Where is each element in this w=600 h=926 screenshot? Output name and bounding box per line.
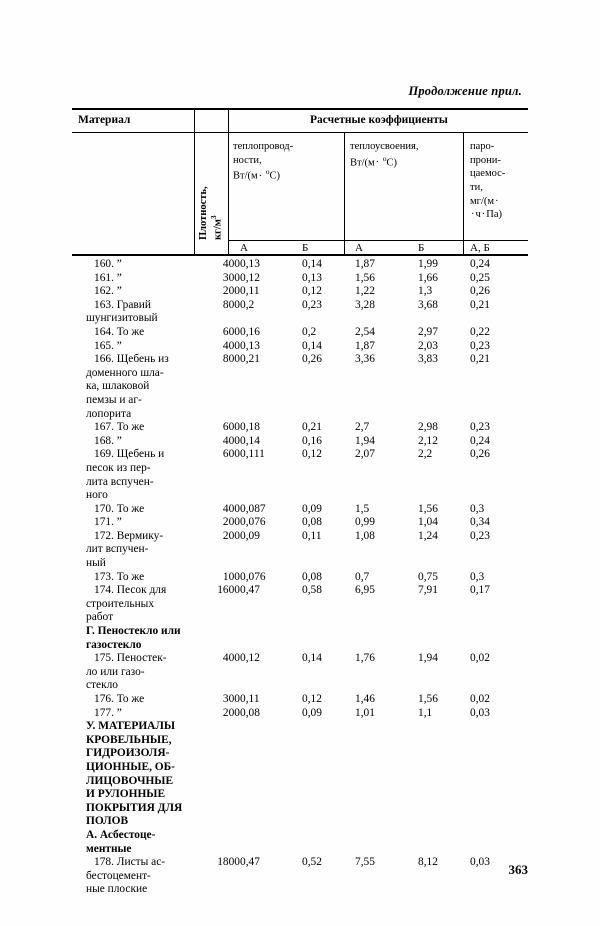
table-row [72, 625, 528, 639]
table-row [72, 802, 528, 816]
cell-absorption-a: 3,36 [355, 353, 375, 366]
table-row [72, 462, 528, 476]
cell-material: 170. То же [94, 502, 145, 515]
cell-conductivity-b: 0,16 [302, 434, 322, 447]
cell-material: 164. То же [94, 325, 145, 338]
cell-density: 400 [222, 502, 240, 515]
cell-conductivity-b: 0,09 [302, 706, 322, 719]
cell-absorption-a: 1,87 [355, 258, 375, 270]
cell-material: ный [86, 557, 106, 570]
cell-material: шунгизитовый [86, 312, 158, 325]
cell-conductivity-a: 0,111 [240, 448, 265, 461]
cell-conductivity-a: 0,47 [240, 856, 260, 869]
table-row [72, 408, 528, 422]
cell-absorption-b: 3,68 [418, 298, 438, 311]
table-body-top-rule [72, 254, 528, 256]
cell-absorption-b: 8,12 [418, 856, 438, 869]
column-rule-1 [194, 108, 195, 256]
cell-density: 300 [222, 693, 240, 705]
table-row [72, 870, 528, 884]
cell-absorption-b: 1,66 [418, 271, 438, 284]
cell-conductivity-a: 0,11 [240, 285, 260, 298]
cell-absorption-b: 2,98 [418, 421, 438, 434]
cell-material: ПОКРЫТИЯ ДЛЯ [86, 801, 183, 814]
cell-material: 169. Щебень и [94, 448, 165, 461]
cell-conductivity-b: 0,58 [302, 584, 322, 597]
cell-material: пемзы и аг- [86, 393, 142, 406]
table-row [72, 312, 528, 326]
table-row [72, 856, 528, 870]
cell-conductivity-a: 0,13 [240, 258, 260, 270]
cell-conductivity-a: 0,09 [240, 529, 260, 542]
cell-density: 400 [222, 339, 240, 352]
column-header-heat-absorption: теплоусвоения, Вт/(м· $^о$С) [350, 141, 419, 169]
cell-material: ГИДРОИЗОЛЯ- [86, 747, 170, 760]
cell-absorption-a: 1,94 [355, 434, 375, 447]
cell-density: 100 [222, 570, 240, 583]
cell-conductivity-a: 0,076 [240, 516, 266, 529]
cell-permeability: 0,3 [470, 570, 485, 583]
table-row [72, 530, 528, 544]
cell-conductivity-a: 0,08 [240, 706, 260, 719]
cell-conductivity-b: 0,09 [302, 502, 322, 515]
cell-material: 178. Листы ас- [94, 856, 166, 869]
cell-absorption-b: 1,99 [418, 258, 438, 270]
cell-permeability: 0,24 [470, 434, 490, 447]
subheader-conductivity-b: Б [302, 242, 309, 254]
cell-conductivity-b: 0,08 [302, 516, 322, 529]
cell-absorption-b: 1,04 [418, 516, 438, 529]
table-row [72, 571, 528, 585]
cell-conductivity-a: 0,087 [240, 502, 266, 515]
table-row [72, 666, 528, 680]
cell-permeability: 0,23 [470, 421, 490, 434]
cell-material: ментные [86, 842, 132, 855]
cell-absorption-b: 1,3 [418, 285, 433, 298]
cell-conductivity-b: 0,14 [302, 339, 322, 352]
cell-density: 600 [222, 448, 240, 461]
cell-conductivity-a: 0,2 [240, 298, 255, 311]
table-row [72, 285, 528, 299]
cell-permeability: 0,21 [470, 353, 490, 366]
subheader-absorption-a: А [355, 242, 363, 254]
table-row [72, 557, 528, 571]
cell-conductivity-a: 0,14 [240, 434, 260, 447]
table-row [72, 543, 528, 557]
cell-absorption-b: 2,97 [418, 325, 438, 338]
table-row [72, 394, 528, 408]
cell-absorption-a: 1,08 [355, 529, 375, 542]
cell-material: 176. То же [94, 693, 145, 705]
cell-conductivity-b: 0,2 [302, 325, 317, 338]
cell-material: 166. Щебень из [94, 353, 169, 366]
cell-conductivity-a: 0,47 [240, 584, 260, 597]
cell-absorption-a: 2,54 [355, 325, 375, 338]
cell-material: лит вспучен- [86, 543, 149, 556]
cell-material: ЦИОННЫЕ, ОБ- [86, 760, 175, 773]
table-row [72, 639, 528, 653]
cell-density: 1800 [217, 856, 240, 869]
cell-material: 167. То же [94, 421, 145, 434]
cell-material: бестоцемент- [86, 869, 151, 882]
cell-material: Г. Пеностекло или [86, 625, 181, 638]
cell-material: У. МАТЕРИАЛЫ [86, 720, 176, 733]
cell-material: ка, шлаковой [86, 380, 150, 393]
table-row [72, 720, 528, 734]
cell-material: 175. Пеностек- [94, 652, 167, 665]
table-row [72, 761, 528, 775]
cell-conductivity-a: 0,21 [240, 353, 260, 366]
cell-conductivity-b: 0,52 [302, 856, 322, 869]
column-header-thermal-conductivity: теплопровод- ности, Вт/(м· $^о$С) [233, 141, 294, 182]
cell-material: 174. Песок для [94, 584, 167, 597]
cell-material: газостекло [86, 638, 142, 651]
subheader-absorption-b: Б [418, 242, 425, 254]
cell-conductivity-a: 0,16 [240, 325, 260, 338]
cell-density: 600 [222, 325, 240, 338]
cell-material: строительных [86, 597, 155, 610]
cell-material: А. Асбестоце- [86, 828, 156, 841]
cell-permeability: 0,03 [470, 856, 490, 869]
cell-absorption-a: 1,87 [355, 339, 375, 352]
table-row [72, 421, 528, 435]
subheader-permeability-ab: А, Б [470, 242, 490, 254]
cell-permeability: 0,22 [470, 325, 490, 338]
cell-density: 600 [222, 421, 240, 434]
cell-conductivity-b: 0,08 [302, 570, 322, 583]
cell-material: 162. ” [94, 285, 122, 298]
cell-material: ПОЛОВ [86, 815, 129, 828]
cell-conductivity-a: 0,11 [240, 693, 260, 705]
cell-absorption-b: 2,2 [418, 448, 433, 461]
cell-conductivity-a: 0,076 [240, 570, 266, 583]
cell-material: ные плоские [86, 883, 148, 896]
cell-material: И РУЛОННЫЕ [86, 788, 166, 801]
cell-conductivity-a: 0,12 [240, 271, 260, 284]
cell-absorption-b: 1,56 [418, 693, 438, 705]
cell-conductivity-b: 0,14 [302, 258, 322, 270]
subheader-divider-rule [228, 240, 528, 241]
table-row [72, 788, 528, 802]
table-row [72, 367, 528, 381]
cell-material: 168. ” [94, 434, 122, 447]
table-row [72, 353, 528, 367]
cell-density: 300 [222, 271, 240, 284]
cell-density: 400 [222, 434, 240, 447]
cell-absorption-a: 3,28 [355, 298, 375, 311]
cell-absorption-b: 0,75 [418, 570, 438, 583]
cell-absorption-b: 1,94 [418, 652, 438, 665]
table-row [72, 734, 528, 748]
cell-conductivity-b: 0,12 [302, 693, 322, 705]
column-header-vapor-permeability: паро- прони- цаемос- ти, мг/(м· ·ч·Па) [470, 141, 506, 221]
cell-material: доменного шла- [86, 366, 164, 379]
cell-material: ного [86, 489, 108, 502]
cell-material: ЛИЦОВОЧНЫЕ [86, 774, 174, 787]
table-row [72, 598, 528, 612]
table-row [72, 843, 528, 857]
cell-density: 200 [222, 706, 240, 719]
column-rule-3 [344, 132, 345, 256]
cell-permeability: 0,02 [470, 652, 490, 665]
cell-density: 200 [222, 285, 240, 298]
column-rule-2 [228, 108, 229, 256]
cell-conductivity-b: 0,12 [302, 448, 322, 461]
cell-absorption-a: 1,76 [355, 652, 375, 665]
cell-density: 400 [222, 652, 240, 665]
cell-permeability: 0,24 [470, 258, 490, 270]
cell-conductivity-b: 0,21 [302, 421, 322, 434]
cell-absorption-b: 3,83 [418, 353, 438, 366]
table-row [72, 747, 528, 761]
table-row [72, 829, 528, 843]
cell-density: 200 [222, 529, 240, 542]
table-row [72, 584, 528, 598]
cell-material: 163. Гравий [94, 298, 151, 311]
cell-conductivity-b: 0,14 [302, 652, 322, 665]
cell-permeability: 0,34 [470, 516, 490, 529]
table-body [72, 258, 528, 897]
cell-material: 177. ” [94, 706, 122, 719]
cell-density: 400 [222, 258, 240, 270]
cell-absorption-b: 1,24 [418, 529, 438, 542]
cell-permeability: 0,23 [470, 339, 490, 352]
cell-absorption-b: 2,03 [418, 339, 438, 352]
cell-conductivity-b: 0,13 [302, 271, 322, 284]
cell-density: 800 [222, 353, 240, 366]
table-row [72, 815, 528, 829]
table-row [72, 679, 528, 693]
cell-material: стекло [86, 679, 119, 692]
cell-material: песок из пер- [86, 461, 151, 474]
cell-absorption-a: 7,55 [355, 856, 375, 869]
table-row [72, 435, 528, 449]
table-row [72, 326, 528, 340]
cell-material: 160. ” [94, 258, 122, 270]
cell-absorption-a: 6,95 [355, 584, 375, 597]
cell-conductivity-b: 0,12 [302, 285, 322, 298]
cell-conductivity-b: 0,26 [302, 353, 322, 366]
cell-absorption-a: 0,99 [355, 516, 375, 529]
cell-absorption-a: 1,01 [355, 706, 375, 719]
column-header-coefficients: Расчетные коэффициенты [310, 114, 448, 126]
continuation-note: Продолжение прил. [408, 84, 522, 98]
cell-material: 165. ” [94, 339, 122, 352]
cell-absorption-a: 1,46 [355, 693, 375, 705]
table-row [72, 448, 528, 462]
table-row [72, 707, 528, 721]
cell-permeability: 0,26 [470, 448, 490, 461]
table-top-rule [72, 108, 528, 110]
header-divider-rule [72, 132, 528, 133]
table-row [72, 775, 528, 789]
table-row [72, 476, 528, 490]
cell-conductivity-b: 0,23 [302, 298, 322, 311]
cell-absorption-a: 1,56 [355, 271, 375, 284]
cell-absorption-a: 2,07 [355, 448, 375, 461]
cell-material: 172. Вермику- [94, 529, 164, 542]
page-number: 363 [508, 862, 528, 877]
cell-material: КРОВЕЛЬНЫЕ, [86, 733, 172, 746]
column-rule-4 [463, 132, 464, 256]
cell-material: 171. ” [94, 516, 122, 529]
cell-density: 1600 [217, 584, 240, 597]
column-header-material: Материал [78, 114, 131, 126]
cell-absorption-b: 2,12 [418, 434, 438, 447]
table-row [72, 380, 528, 394]
cell-absorption-b: 1,56 [418, 502, 438, 515]
table-row [72, 272, 528, 286]
cell-material: 161. ” [94, 271, 122, 284]
table-row [72, 503, 528, 517]
cell-permeability: 0,02 [470, 693, 490, 705]
table-row [72, 299, 528, 313]
table-row [72, 693, 528, 707]
cell-conductivity-a: 0,12 [240, 652, 260, 665]
table-row [72, 652, 528, 666]
cell-material: работ [86, 611, 114, 624]
cell-density: 200 [222, 516, 240, 529]
table-row [72, 611, 528, 625]
cell-permeability: 0,17 [470, 584, 490, 597]
subheader-conductivity-a: А [240, 242, 248, 254]
cell-absorption-a: 0,7 [355, 570, 370, 583]
cell-permeability: 0,26 [470, 285, 490, 298]
cell-absorption-a: 1,5 [355, 502, 370, 515]
cell-absorption-a: 2,7 [355, 421, 370, 434]
cell-permeability: 0,03 [470, 706, 490, 719]
cell-permeability: 0,23 [470, 529, 490, 542]
table-row [72, 489, 528, 503]
column-header-density: Плотность, $кг/м^3$ [198, 186, 224, 240]
cell-material: лопорита [86, 407, 132, 420]
cell-conductivity-a: 0,18 [240, 421, 260, 434]
cell-absorption-b: 7,91 [418, 584, 438, 597]
cell-material: ло или газо- [86, 665, 145, 678]
table-row [72, 883, 528, 897]
table-row [72, 258, 528, 272]
cell-conductivity-b: 0,11 [302, 529, 322, 542]
cell-conductivity-a: 0,13 [240, 339, 260, 352]
table-row [72, 516, 528, 530]
cell-permeability: 0,21 [470, 298, 490, 311]
cell-material: лита вспучен- [86, 475, 154, 488]
table-row [72, 340, 528, 354]
cell-permeability: 0,3 [470, 502, 485, 515]
cell-permeability: 0,25 [470, 271, 490, 284]
cell-absorption-a: 1,22 [355, 285, 375, 298]
cell-density: 800 [222, 298, 240, 311]
cell-material: 173. То же [94, 570, 145, 583]
cell-absorption-b: 1,1 [418, 706, 433, 719]
